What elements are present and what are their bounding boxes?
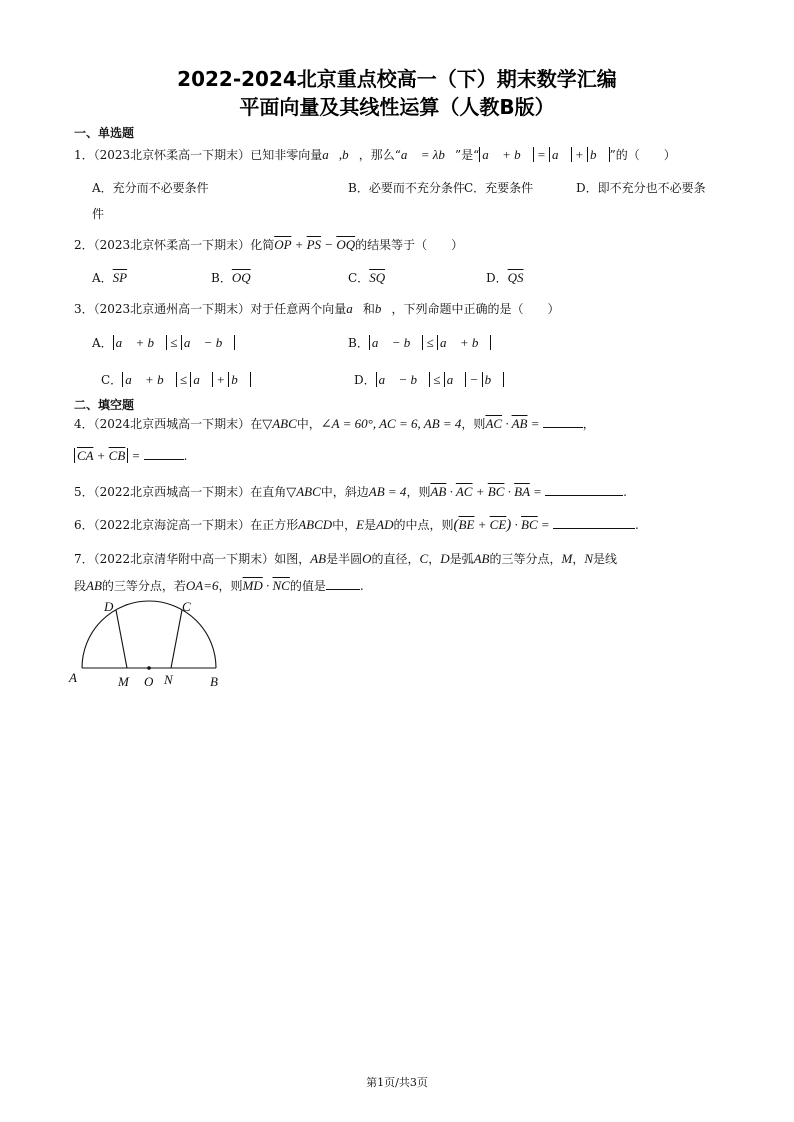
answer-blank[interactable] [553, 518, 635, 529]
option-c: C．充要条件 [464, 181, 534, 195]
option-c: C．$\overline{SQ}$ [348, 270, 386, 285]
section-fill-blank: 二、填空题 [74, 398, 135, 412]
segment-md [116, 610, 127, 668]
segment-nc [171, 610, 182, 668]
option-c: C． a⃗ + b⃗ ≤ a⃗ + b⃗ [101, 372, 251, 388]
label-n: N [164, 672, 173, 687]
question-number: 3． [74, 302, 94, 316]
option-a: A．充分而不必要条件 [92, 181, 209, 195]
answer-blank[interactable] [144, 449, 184, 460]
answer-blank[interactable] [543, 417, 583, 428]
question-2: 2．（2023北京怀柔高一下期末）化简$\overline{OP} + \overline{PS} - \overline{OQ}$的结果等于（ ） [74, 237, 464, 252]
question-number: 7． [74, 552, 94, 566]
question-5: 5．（2022北京西城高一下期末）在直角▽ABC中，斜边AB = 4，则$\overline{AB} \cdot \overline{AC} + \overline{BC} \cdot \overline{BA}$ = . [74, 484, 627, 499]
question-7-line-2: 段AB的三等分点，若OA=6，则$\overline{MD} \cdot \overline{NC}$的值是 . [74, 578, 364, 593]
section-single-choice: 一、单选题 [74, 126, 135, 140]
question-6: 6．（2022北京海淀高一下期末）在正方形ABCD中，E是AD的中点，则$(\overline{BE} + \overline{CE}) \cdot \overline{BC}$ = . [74, 517, 639, 533]
math-expression: $\overline{OP} + \overline{PS} - \overline{OQ}$ [274, 237, 356, 252]
question-source: （2023北京怀柔高一下期末） [93, 148, 251, 162]
option-b: B．必要而不充分条件 [348, 181, 465, 195]
option-d: D．即不充分也不必要条 [576, 181, 706, 195]
option-d-continued: 件 [92, 207, 105, 221]
question-1: 1．（2023北京怀柔高一下期末）已知非零向量a⃗,b⃗，那么“a⃗ = λb⃗”是“ a⃗ + b⃗ = a⃗ + b⃗ ”的（ ） [74, 147, 676, 162]
math-expression: a⃗ + b⃗ = a⃗ + b⃗ [479, 147, 609, 162]
label-b: B [210, 674, 218, 689]
document-title: 2022-2024北京重点校高一（下）期末数学汇编 [177, 67, 617, 91]
question-number: 2． [74, 238, 94, 252]
question-3: 3．（2023北京通州高一下期末）对于任意两个向量a⃗和b⃗，下列命题中正确的是（ ） [74, 301, 560, 316]
question-source: （2022北京清华附中高一下期末） [93, 552, 275, 566]
option-d: D． a⃗ − b⃗ ≤ a⃗ − b⃗ [354, 372, 504, 388]
semicircle-arc [82, 601, 216, 668]
option-a: A．$\overline{SP}$ [92, 270, 128, 285]
option-b: B．$\overline{OQ}$ [211, 270, 251, 285]
question-number: 5． [74, 485, 94, 499]
option-a: A． a⃗ + b⃗ ≤ a⃗ − b⃗ [92, 335, 235, 351]
center-point-o [147, 666, 151, 670]
question-7: 7．（2022北京清华附中高一下期末）如图，AB是半圆O的直径，C，D是弧AB的三等分点，M，N是线 [74, 551, 618, 566]
page-number: 第1页/共3页 [366, 1076, 428, 1089]
answer-blank[interactable] [326, 579, 360, 590]
question-number: 4． [74, 417, 94, 431]
question-4: 4．（2024北京西城高一下期末）在▽ABC中，∠A = 60°, AC = 6, AB = 4，则$\overline{AC} \cdot \overline{AB}$ = ， [74, 416, 595, 431]
question-source: （2022北京西城高一下期末） [93, 485, 251, 499]
question-source: （2022北京海淀高一下期末） [93, 518, 251, 532]
document-subtitle: 平面向量及其线性运算（人教B版） [239, 95, 555, 119]
math-expression: a⃗ = λb⃗ [400, 147, 455, 162]
option-d: D．$\overline{QS}$ [486, 270, 524, 285]
question-4-part-2: $\overline{CA} + \overline{CB}$ = . [74, 448, 187, 464]
label-a: A [69, 670, 77, 685]
question-source: （2023北京通州高一下期末） [93, 302, 251, 316]
question-source: （2024北京西城高一下期末） [93, 417, 251, 431]
semicircle-figure [64, 596, 234, 692]
answer-blank[interactable] [545, 485, 623, 496]
label-d: D [104, 599, 114, 614]
option-b: B． a⃗ − b⃗ ≤ a⃗ + b⃗ [348, 335, 491, 351]
label-o: O [144, 674, 154, 689]
question-number: 6． [74, 518, 94, 532]
label-m: M [118, 674, 129, 689]
question-source: （2023北京怀柔高一下期末） [93, 238, 251, 252]
label-c: C [182, 599, 191, 614]
math-expression: a⃗,b⃗ [322, 147, 359, 162]
question-number: 1． [74, 148, 94, 162]
